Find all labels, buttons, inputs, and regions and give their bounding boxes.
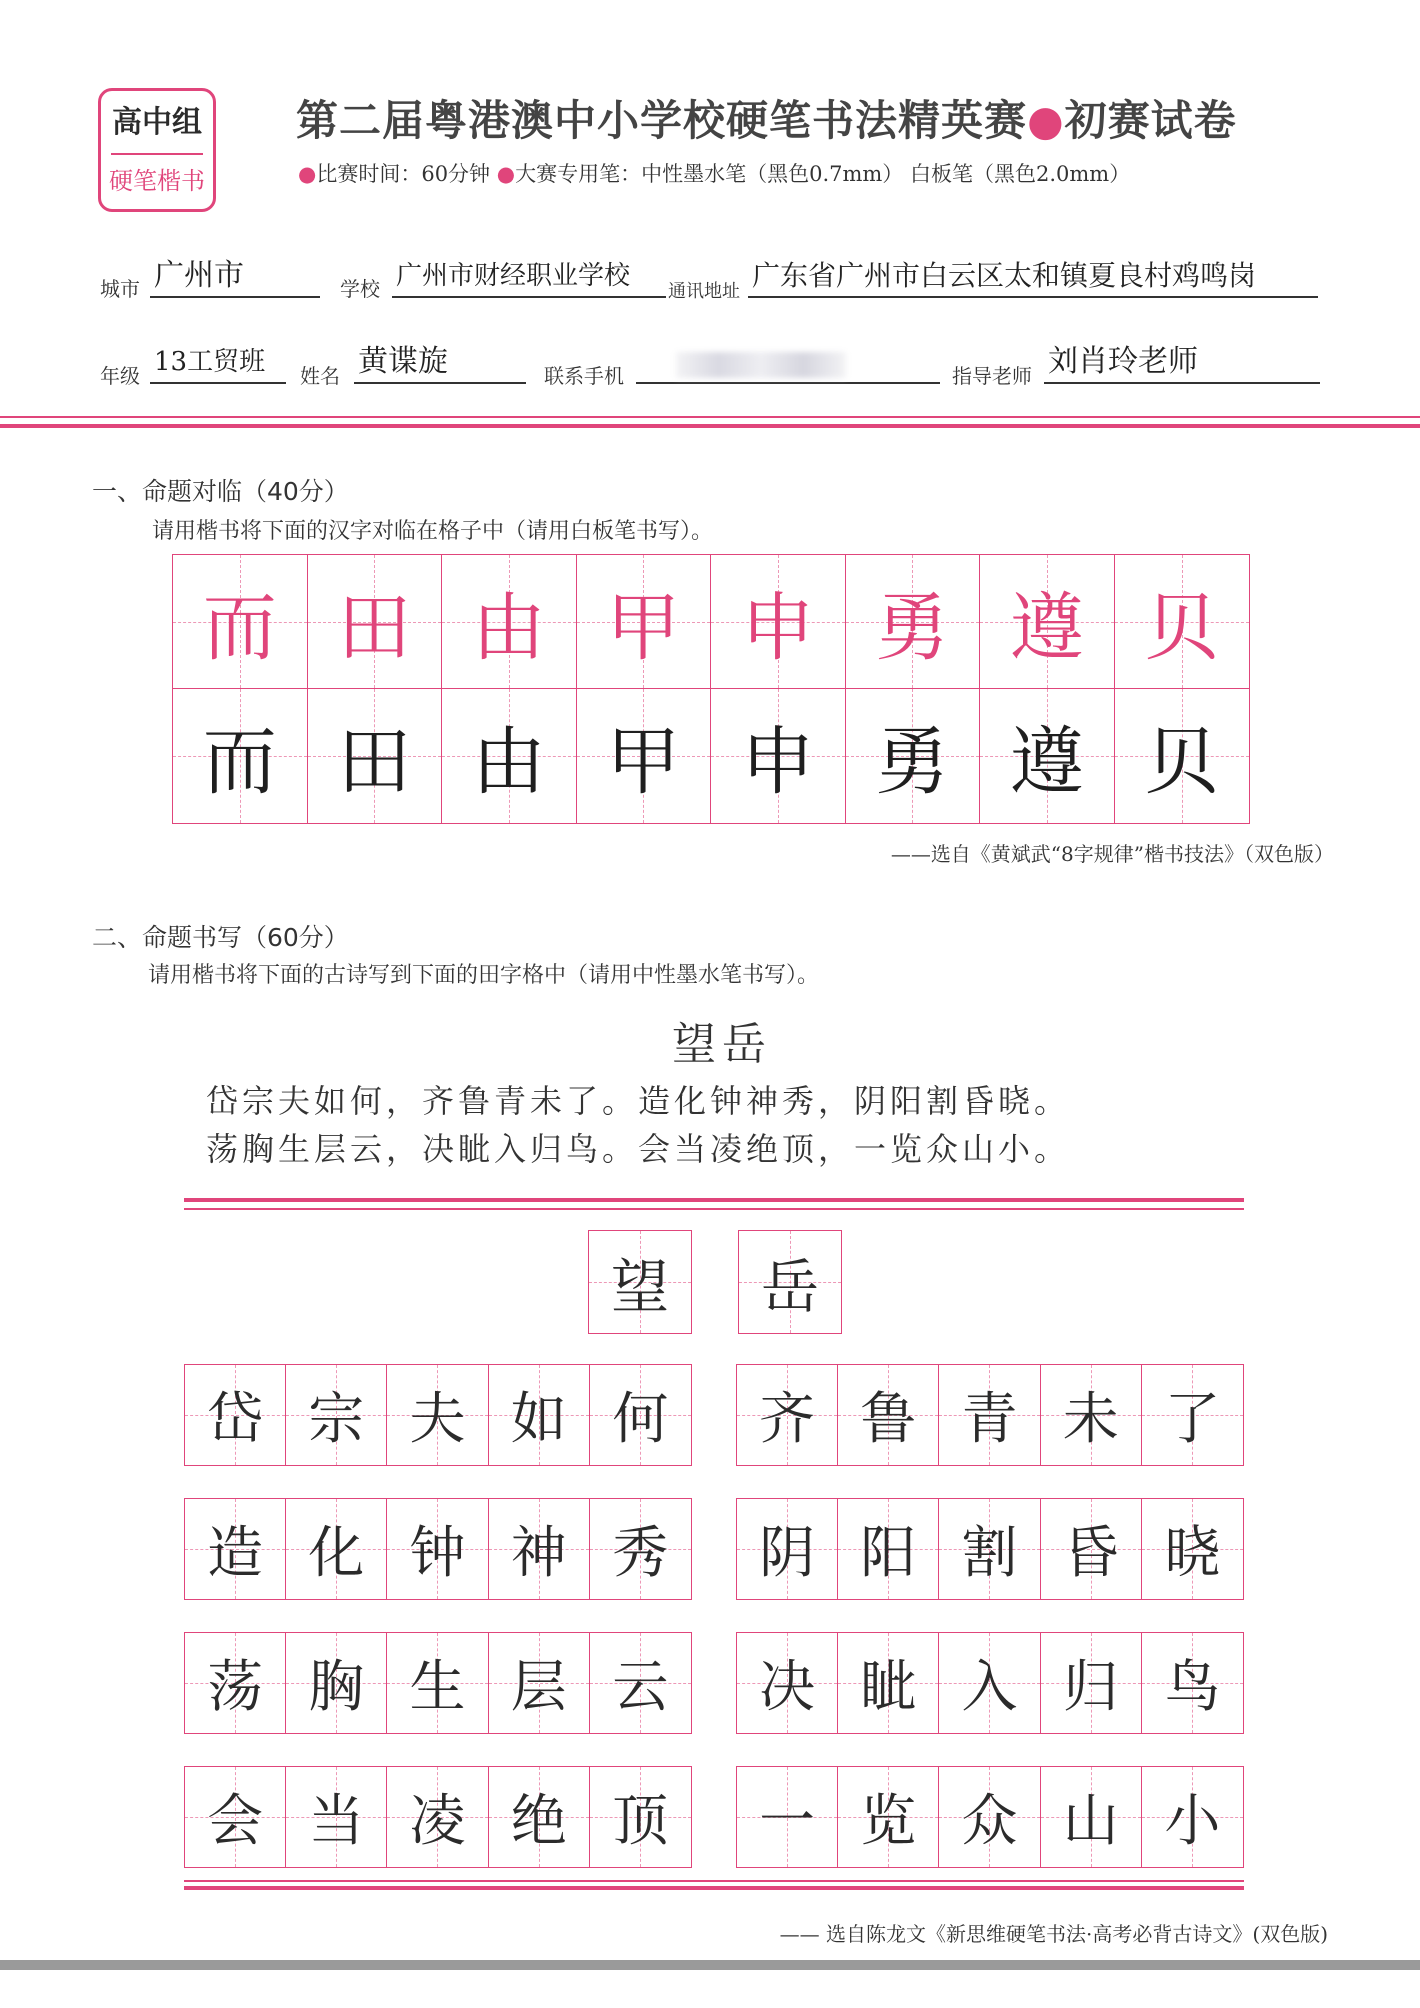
written-poem-char: 鸟 — [1164, 1655, 1221, 1720]
section1-title: 一、命题对临（40分） — [92, 477, 349, 506]
model-cell — [442, 555, 577, 689]
poem-cell[interactable] — [1142, 1499, 1243, 1599]
answer-cell[interactable] — [1115, 689, 1250, 823]
written-poem-char: 顶 — [612, 1789, 669, 1854]
title-suffix: 初赛试卷 — [1064, 96, 1237, 145]
contest-time: 比赛时间：60分钟 — [316, 162, 491, 186]
poem-title: 望岳 — [672, 1019, 772, 1070]
written-poem-char: 神 — [510, 1521, 567, 1586]
poem-cell[interactable] — [185, 1767, 286, 1867]
poem-cell[interactable] — [1142, 1767, 1243, 1867]
bullet-icon: ● — [496, 162, 516, 186]
written-poem-char: 决 — [759, 1655, 816, 1720]
written-poem-char: 层 — [510, 1655, 567, 1720]
poem-cell[interactable] — [387, 1633, 488, 1733]
written-poem-char: 化 — [308, 1521, 365, 1586]
written-poem-char: 如 — [510, 1387, 567, 1452]
poem-line-2: 荡胸生层云，决眦入归鸟。会当凌绝顶，一览众山小。 — [206, 1130, 1071, 1168]
model-cell — [980, 555, 1115, 689]
poem-cell[interactable] — [286, 1633, 387, 1733]
page-title — [296, 88, 1237, 148]
written-char: 勇 — [875, 719, 950, 805]
written-char: 申 — [740, 719, 815, 805]
poem-cell[interactable] — [838, 1767, 939, 1867]
poem-cell[interactable] — [590, 1365, 691, 1465]
poem-grid-row — [184, 1766, 692, 1868]
answer-cell[interactable] — [308, 689, 443, 823]
writing-area-divider-top — [184, 1198, 1244, 1202]
written-title-char: 岳 — [760, 1253, 819, 1321]
written-poem-char: 览 — [860, 1789, 917, 1854]
poem-cell[interactable] — [1041, 1767, 1142, 1867]
written-poem-char: 胸 — [308, 1655, 365, 1720]
teacher-field[interactable]: 刘肖玲老师 — [1044, 342, 1320, 384]
badge-divider — [111, 153, 203, 155]
teacher-label: 指导老师 — [952, 364, 1032, 388]
division-badge — [98, 88, 216, 212]
written-poem-char: 何 — [612, 1387, 669, 1452]
written-poem-char: 宗 — [308, 1387, 365, 1452]
address-field[interactable]: 广东省广州市白云区太和镇夏良村鸡鸣岗 — [748, 256, 1318, 298]
model-cell — [711, 555, 846, 689]
written-poem-char: 昏 — [1062, 1521, 1119, 1586]
poem-cell[interactable] — [590, 1767, 691, 1867]
answer-cell[interactable] — [980, 689, 1115, 823]
written-poem-char: 钟 — [409, 1521, 466, 1586]
written-poem-char: 秀 — [612, 1521, 669, 1586]
contest-info — [298, 158, 1130, 188]
poem-cell[interactable] — [185, 1365, 286, 1465]
model-cell — [308, 555, 443, 689]
written-poem-char: 生 — [409, 1655, 466, 1720]
model-char: 而 — [202, 584, 277, 671]
contest-pen: 大赛专用笔：中性墨水笔（黑色0.7mm） 白板笔（黑色2.0mm） — [515, 162, 1131, 186]
title-bullet-icon: ● — [1027, 96, 1065, 145]
poem-grid-row — [184, 1498, 692, 1600]
section2-source: —— 选自陈龙文《新思维硬笔书法·高考必背古诗文》(双色版) — [779, 1922, 1328, 1946]
written-poem-char: 眦 — [860, 1655, 917, 1720]
badge-category: 硬笔楷书 — [109, 167, 205, 195]
poem-cell[interactable] — [737, 1499, 838, 1599]
poem-line-1: 岱宗夫如何，齐鲁青未了。造化钟神秀，阴阳割昏晓。 — [206, 1082, 1071, 1120]
poem-cell[interactable] — [489, 1499, 590, 1599]
model-cell — [577, 555, 712, 689]
model-cell — [846, 555, 981, 689]
poem-grid-row — [184, 1632, 692, 1734]
written-poem-char: 入 — [961, 1655, 1018, 1720]
poem-cell[interactable] — [838, 1633, 939, 1733]
badge-division: 高中组 — [112, 105, 202, 140]
poem-cell[interactable] — [387, 1499, 488, 1599]
written-poem-char: 一 — [759, 1789, 816, 1854]
written-char: 而 — [202, 719, 277, 805]
phone-field[interactable] — [636, 342, 940, 384]
written-char: 由 — [471, 719, 546, 805]
written-poem-char: 阳 — [860, 1521, 917, 1586]
header-divider-thin — [0, 416, 1420, 418]
school-label: 学校 — [340, 277, 380, 301]
written-poem-char: 夫 — [409, 1387, 466, 1452]
address-label: 通讯地址 — [668, 281, 740, 302]
poem-cell[interactable] — [737, 1633, 838, 1733]
poem-grid-row — [736, 1766, 1244, 1868]
model-char: 甲 — [606, 584, 681, 671]
poem-cell[interactable] — [939, 1767, 1040, 1867]
scan-edge — [0, 1960, 1420, 1970]
poem-cell[interactable] — [286, 1499, 387, 1599]
name-label: 姓名 — [300, 364, 340, 388]
written-poem-char: 割 — [961, 1521, 1018, 1586]
written-poem-char: 青 — [961, 1387, 1018, 1452]
model-char: 遵 — [1009, 584, 1084, 671]
model-char: 由 — [471, 584, 546, 671]
poem-cell[interactable] — [939, 1365, 1040, 1465]
written-poem-char: 阴 — [759, 1521, 816, 1586]
answer-cell[interactable] — [846, 689, 981, 823]
copy-grid — [172, 554, 1250, 824]
written-char: 遵 — [1009, 719, 1084, 805]
poem-cell[interactable] — [737, 1767, 838, 1867]
poem-cell[interactable] — [1142, 1365, 1243, 1465]
written-poem-char: 绝 — [510, 1789, 567, 1854]
written-char: 田 — [337, 719, 412, 805]
title-cell[interactable] — [588, 1230, 692, 1334]
poem-grid-row — [736, 1364, 1244, 1466]
model-char: 田 — [337, 584, 412, 671]
poem-cell[interactable] — [590, 1499, 691, 1599]
written-title-char: 望 — [610, 1253, 669, 1321]
poem-cell[interactable] — [939, 1499, 1040, 1599]
poem-cell[interactable] — [1041, 1499, 1142, 1599]
answer-cell[interactable] — [173, 689, 308, 823]
writing-area-divider-bottom — [184, 1886, 1244, 1890]
section1-source: ——选自《黄斌武“8字规律”楷书技法》（双色版） — [890, 842, 1334, 866]
written-poem-char: 岱 — [207, 1387, 264, 1452]
written-poem-char: 小 — [1164, 1789, 1221, 1854]
poem-cell[interactable] — [838, 1365, 939, 1465]
poem-cell[interactable] — [590, 1633, 691, 1733]
written-poem-char: 造 — [207, 1521, 264, 1586]
phone-label: 联系手机 — [544, 364, 624, 388]
answer-cell[interactable] — [442, 689, 577, 823]
poem-cell[interactable] — [489, 1767, 590, 1867]
written-poem-char: 凌 — [409, 1789, 466, 1854]
school-field[interactable]: 广州市财经职业学校 — [392, 256, 666, 298]
poem-cell[interactable] — [286, 1767, 387, 1867]
poem-cell[interactable] — [1041, 1365, 1142, 1465]
writing-area-divider-bottom-thin — [184, 1880, 1244, 1882]
title-cell[interactable] — [738, 1230, 842, 1334]
poem-cell[interactable] — [387, 1767, 488, 1867]
written-poem-char: 云 — [612, 1655, 669, 1720]
poem-cell[interactable] — [1142, 1633, 1243, 1733]
poem-cell[interactable] — [939, 1633, 1040, 1733]
poem-cell[interactable] — [489, 1365, 590, 1465]
written-poem-char: 当 — [308, 1789, 365, 1854]
header-divider — [0, 424, 1420, 428]
model-char: 申 — [740, 584, 815, 671]
grade-label: 年级 — [100, 364, 140, 388]
bullet-icon: ● — [298, 162, 317, 186]
written-poem-char: 归 — [1062, 1655, 1119, 1720]
phone-redacted — [676, 352, 846, 378]
written-poem-char: 荡 — [207, 1655, 264, 1720]
name-field[interactable]: 黄谍旋 — [354, 342, 526, 384]
poem-cell[interactable] — [838, 1499, 939, 1599]
section2-title: 二、命题书写（60分） — [92, 923, 349, 952]
model-char: 勇 — [875, 584, 950, 671]
poem-cell[interactable] — [737, 1365, 838, 1465]
writing-area-divider-top-thin — [184, 1208, 1244, 1210]
poem-cell[interactable] — [489, 1633, 590, 1733]
model-cell — [173, 555, 308, 689]
grade-field[interactable]: 13工贸班 — [150, 342, 286, 384]
written-poem-char: 了 — [1164, 1387, 1221, 1452]
poem-cell[interactable] — [387, 1365, 488, 1465]
model-cell — [1115, 555, 1250, 689]
poem-grid-row — [736, 1498, 1244, 1600]
city-field[interactable]: 广州市 — [150, 256, 320, 298]
poem-cell[interactable] — [185, 1499, 286, 1599]
written-poem-char: 齐 — [759, 1387, 816, 1452]
title-main: 第二届粤港澳中小学校硬笔书法精英赛 — [296, 96, 1028, 145]
written-char: 甲 — [606, 719, 681, 805]
poem-cell[interactable] — [286, 1365, 387, 1465]
poem-cell[interactable] — [1041, 1633, 1142, 1733]
written-poem-char: 会 — [207, 1789, 264, 1854]
answer-cell[interactable] — [711, 689, 846, 823]
city-label: 城市 — [100, 277, 140, 301]
section2-instructions: 请用楷书将下面的古诗写到下面的田字格中（请用中性墨水笔书写）。 — [148, 963, 820, 988]
written-poem-char: 众 — [961, 1789, 1018, 1854]
model-char: 贝 — [1144, 584, 1219, 671]
poem-grid-row — [736, 1632, 1244, 1734]
written-poem-char: 鲁 — [860, 1387, 917, 1452]
poem-cell[interactable] — [185, 1633, 286, 1733]
written-poem-char: 未 — [1062, 1387, 1119, 1452]
section1-instructions: 请用楷书将下面的汉字对临在格子中（请用白板笔书写）。 — [152, 519, 714, 544]
written-poem-char: 山 — [1062, 1789, 1119, 1854]
answer-cell[interactable] — [577, 689, 712, 823]
written-poem-char: 晓 — [1164, 1521, 1221, 1586]
poem-grid-row — [184, 1364, 692, 1466]
written-char: 贝 — [1144, 719, 1219, 805]
